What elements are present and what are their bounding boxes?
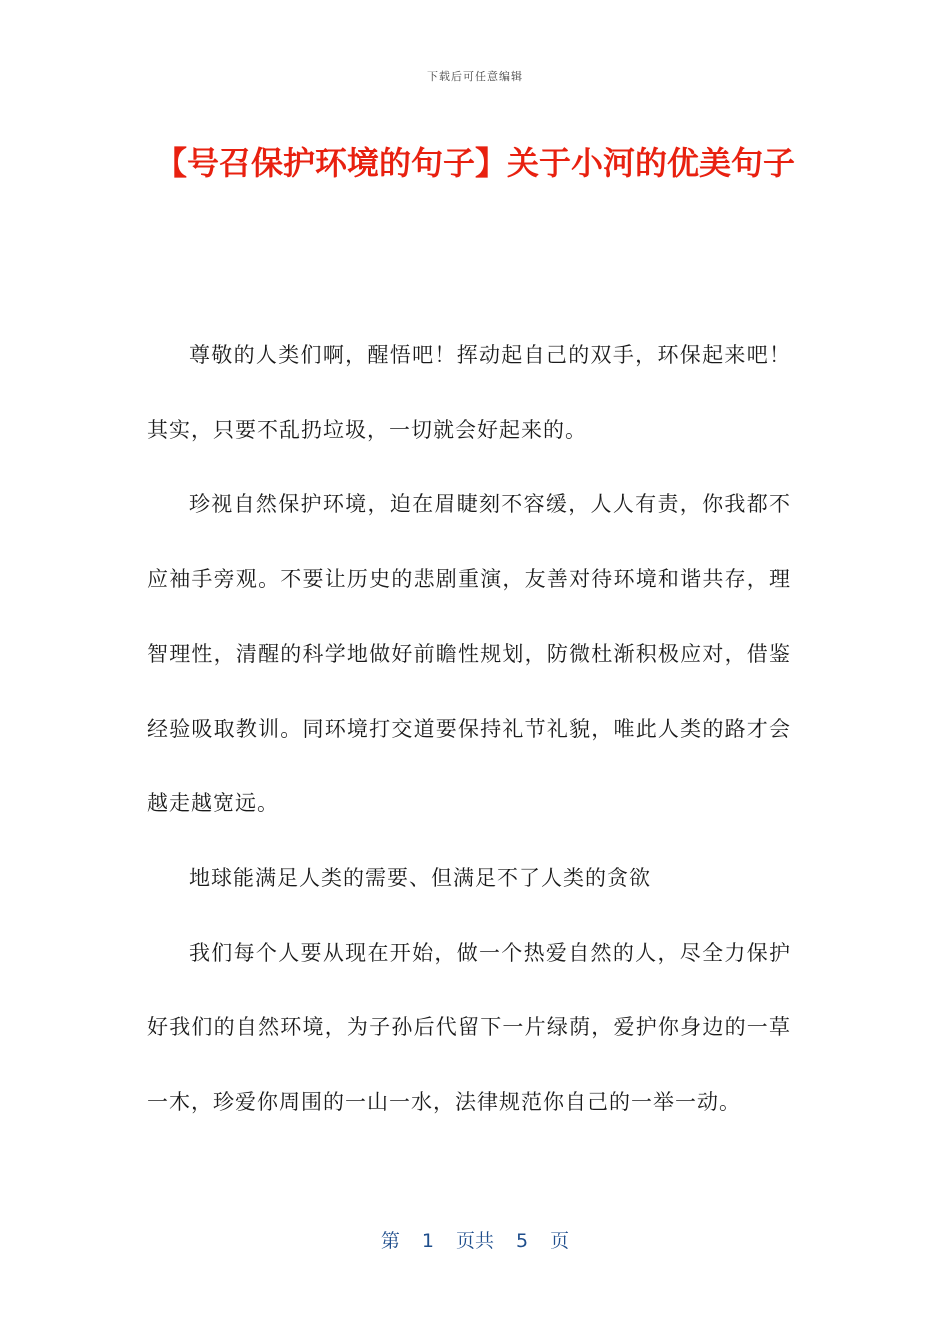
document-body xyxy=(147,318,791,1140)
current-page-number: 1 xyxy=(421,1230,434,1252)
page-footer xyxy=(0,1226,950,1253)
total-pages-number: 5 xyxy=(516,1230,529,1252)
header-note: 下载后可任意编辑 xyxy=(427,70,523,83)
paragraph: 我们每个人要从现在开始，做一个热爱自然的人，尽全力保护好我们的自然环境，为子孙后代留下一片绿荫，爱护你身边的一草一木，珍爱你周围的一山一水，法律规范你自己的一举一动。 xyxy=(147,940,791,1115)
page-suffix: 页 xyxy=(550,1230,570,1252)
page-middle: 页共 xyxy=(455,1230,494,1252)
paragraph: 珍视自然保护环境，迫在眉睫刻不容缓，人人有责，你我都不应袖手旁观。不要让历史的悲剧重演，友善对待环境和谐共存，理智理性，清醒的科学地做好前瞻性规划，防微杜渐积极应对，借鉴经验吸取教训。同环境打交道要保持礼节礼貌，唯此人类的路才会越走越宽远。 xyxy=(147,492,791,816)
page-prefix: 第 xyxy=(380,1230,400,1252)
paragraph: 地球能满足人类的需要、但满足不了人类的贪欲 xyxy=(189,865,651,890)
paragraph: 尊敬的人类们啊，醒悟吧！挥动起自己的双手，环保起来吧！其实，只要不乱扔垃圾，一切就会好起来的。 xyxy=(147,343,791,442)
document-title: 【号召保护环境的句子】关于小河的优美句子 xyxy=(154,144,795,182)
